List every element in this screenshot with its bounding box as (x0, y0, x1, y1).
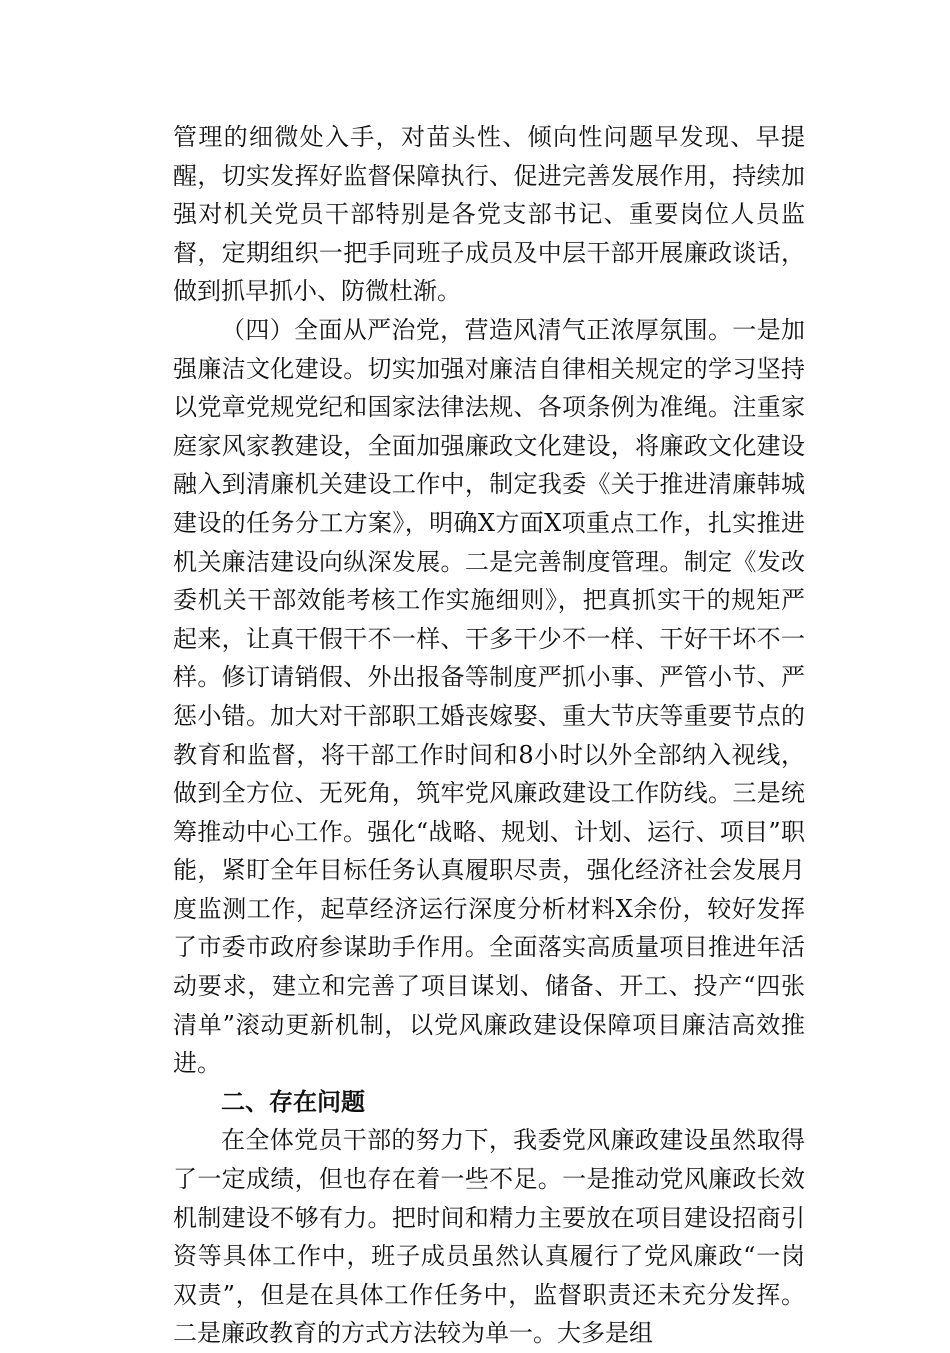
section-heading-problems: 二、存在问题 (221, 1087, 365, 1116)
paragraph-continuation: 管理的细微处入手，对苗头性、倾向性问题早发现、早提醒，切实发挥好监督保障执行、促进完善发展作用，持续加强对机关党员干部特别是各党支部书记、重要岗位人员监督，定期组织一把手同班子成员及中层干部开展廉政谈话，做到抓早抓小、防微杜渐。 (173, 123, 805, 306)
document-page (173, 118, 805, 1353)
paragraph-section-four: （四）全面从严治党，营造风清气正浓厚氛围。一是加强廉洁文化建设。切实加强对廉洁自律相关规定的学习坚持以党章党规党纪和国家法律法规、各项条例为准绳。注重家庭家风家教建设，全面加强廉政文化建设，将廉政文化建设融入到清廉机关建设工作中，制定我委《关于推进清廉韩城建设的任务分工方案》，明确X方面X项重点工作，扎实推进机关廉洁建设向纵深发展。二是完善制度管理。制定《发改委机关干部效能考核工作实施细则》，把真抓实干的规矩严起来，让真干假干不一样、干多干少不一样、干好干坏不一样。修订请销假、外出报备等制度严抓小事、严管小节、严惩小错。加大对干部职工婚丧嫁娶、重大节庆等重要节点的教育和监督，将干部工作时间和8小时以外全部纳入视线，做到全方位、无死角，筑牢党风廉政建设工作防线。三是统筹推动中心工作。强化“战略、规划、计划、运行、项目”职能，紧盯全年目标任务认真履职尽责，强化经济社会发展月度监测工作，起草经济运行深度分析材料X余份，较好发挥了市委市政府参谋助手作用。全面落实高质量项目推进年活动要求，建立和完善了项目谋划、储备、开工、投产“四张清单”滚动更新机制，以党风廉政建设保障项目廉洁高效推进。 (173, 315, 805, 1078)
paragraph-problems: 在全体党员干部的努力下，我委党风廉政建设虽然取得了一定成绩，但也存在着一些不足。一是推动党风廉政长效机制建设不够有力。把时间和精力主要放在项目建设招商引资等具体工作中，班子成员虽然认真履行了党风廉政“一岗双责”，但是在具体工作任务中，监督职责还未充分发挥。二是廉政教育的方式方法较为单一。大多是组 (173, 1126, 805, 1348)
